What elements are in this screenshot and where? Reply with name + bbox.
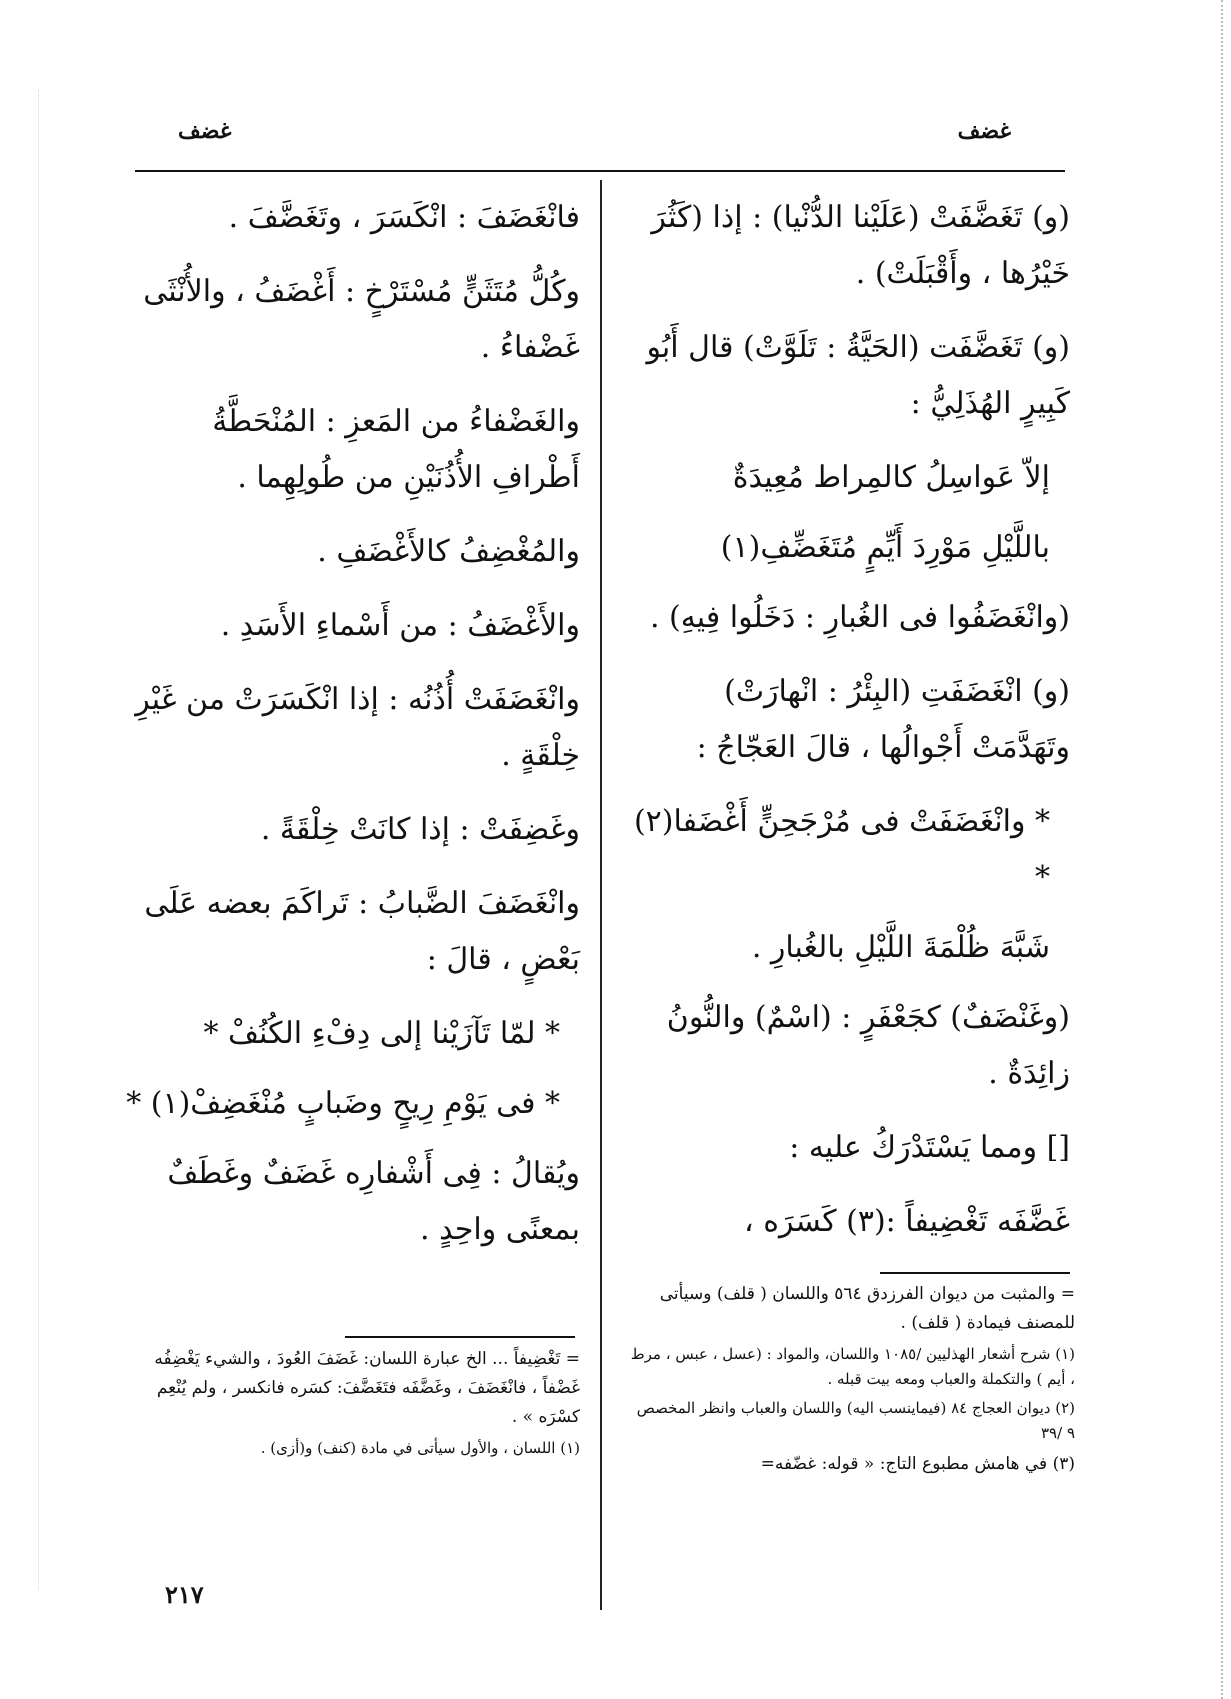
entry-aghdaf: وكُلُّ مُتَثَنٍّ مُسْتَرْخٍ : أَغْضَفُ ، والأُنْثَى غَضْفاءُ . <box>143 274 580 365</box>
entry-inghadafat-bir: (و) انْغَضَفَتِ (البِئْرُ : انْهارَتْ) وتَهَدَّمَتْ أَجْوالُها ، قالَ العَجّاجُ : <box>696 674 1070 765</box>
footnote-rule-left <box>345 1336 575 1338</box>
running-header-right: غضف <box>957 118 1011 144</box>
entry-ghaddafahu: غَضَّفَه تَغْضِيفاً :(٣) كَسَرَه ، <box>744 1204 1070 1239</box>
header-rule <box>135 170 1065 172</box>
entry-inghadafu: (وانْغَضَفُوا فى الغُبارِ : دَخَلُوا فِيهِ) . <box>649 600 1070 635</box>
entry-ghadfa-maez: والغَضْفاءُ من المَعزِ : المُنْحَطَّةُ أَطْرافِ الأُذُنَيْنِ من طُولِهِما . <box>212 404 580 495</box>
running-header-left: غضف <box>178 118 232 144</box>
page-edge-dots <box>1219 0 1223 1699</box>
footnote-1: (١) اللسان ، والأول سيأتى في مادة (كنف) و(أزى) . <box>260 1439 580 1457</box>
entry-inghadafa-dabab: وانْغَضَفَ الضَّبابُ : تَراكَمَ بعضه عَلَى بَعْضٍ ، قالَ : <box>144 886 580 977</box>
entry-taghaddafat-hayya: (و) تَغَضَّفَت (الحَيَّةُ : تَلَوَّتْ) قال أَبُو كَبِيرٍ الهُذَلِيُّ : <box>646 330 1070 421</box>
page-edge-dots-left <box>38 90 40 1590</box>
footnotes-right <box>630 1280 1075 1483</box>
entry-inghadafa: فانْغَضَفَ : انْكَسَرَ ، وتَغَضَّفَ . <box>228 200 580 235</box>
entry-ghadifat: وغَضِفَتْ : إذا كانَتْ خِلْقَةً . <box>260 812 580 847</box>
footnote-rule-right <box>880 1272 1070 1274</box>
column-divider <box>600 180 602 1610</box>
footnote-2: (٢) ديوان العجاج ٨٤ (فيماينسب اليه) واللسان والعباب وانظر المخصص ٩ /٣٩ <box>636 1399 1075 1442</box>
entry-taghaddafat-dunya: (و) تَغَضَّفَتْ (عَلَيْنا الدُّنْيا) : إذا (كَثُرَ خَيْرُها ، وأَقْبَلَتْ) . <box>651 200 1070 291</box>
page-number: ٢١٧ <box>165 1580 204 1609</box>
verse-line: * فى يَوْمِ رِيحٍ وضَبابٍ مُنْغَضِفْ(١) * <box>126 1086 560 1121</box>
verse-line: * لمّا تَآزَيْنا إلى دِفْءِ الكُنُفْ * <box>203 1016 560 1051</box>
left-column <box>125 190 580 1276</box>
entry-ashfar: ويُقالُ : فِى أَشْفارِه غَضَفٌ وغَطَفٌ بمعنًى واحِدٍ . <box>167 1156 580 1247</box>
entry-mustadrak-heading: [] ومما يَسْتَدْرَكُ عليه : <box>789 1130 1070 1165</box>
verse-line: شَبَّهَ ظُلْمَةَ اللَّيْلِ بالغُبارِ . <box>751 930 1050 965</box>
verse-line: باللَّيْلِ مَوْرِدَ أَيِّمٍ مُتَغَضِّفِ(١) <box>720 530 1050 565</box>
verse-line: إلاّ عَواسِلُ كالمِراط مُعِيدَةٌ <box>732 460 1050 495</box>
footnote-3: (٣) في هامش مطبوع التاج: « قوله: غضّفه= <box>760 1454 1075 1474</box>
footnote-continuation: = والمثبت من ديوان الفرزدق ٥٦٤ واللسان ( قلف) وسيأتى للمصنف فيمادة ( قلف) . <box>659 1284 1075 1333</box>
entry-ghandaf: (وغَنْضَفٌ) كجَعْفَرٍ : (اسْمٌ) والنُّونُ زائِدَةٌ . <box>666 1000 1070 1091</box>
right-column <box>630 190 1070 1268</box>
verse-line: * وانْغَضَفَتْ فى مُرْجَحِنٍّ أَغْضَفا(٢) * <box>633 804 1050 895</box>
footnotes-left <box>125 1345 580 1465</box>
entry-inghadafat-udhun: وانْغَضَفَتْ أُذُنُه : إذا انْكَسَرَتْ من غَيْرِ خِلْقَةٍ . <box>135 682 580 773</box>
entry-mughdif: والمُغْضِفُ كالأَغْضَفِ . <box>317 534 580 569</box>
footnote-1: (١) شرح أشعار الهذليين /١٠٨٥ واللسان، والمواد : (عسل ، عبس ، مرط ، أيم ) والتكملة والعباب ومعه بيت قبله . <box>630 1345 1075 1388</box>
footnote-continuation: = تَغْضِيفاً ... الخ عبارة اللسان: غَضَفَ العُودَ ، والشيء يَغْضِفُه غَضْفاً ، فانْغَضَفَ ، وغَضَّفَه فتَغَضَّفَ: كسَره فانكسر ، ولم يُنْعِم كسْرَه » . <box>154 1349 580 1427</box>
entry-aghdaf-asad: والأَغْضَفُ : من أَسْماءِ الأَسَدِ . <box>220 608 580 643</box>
